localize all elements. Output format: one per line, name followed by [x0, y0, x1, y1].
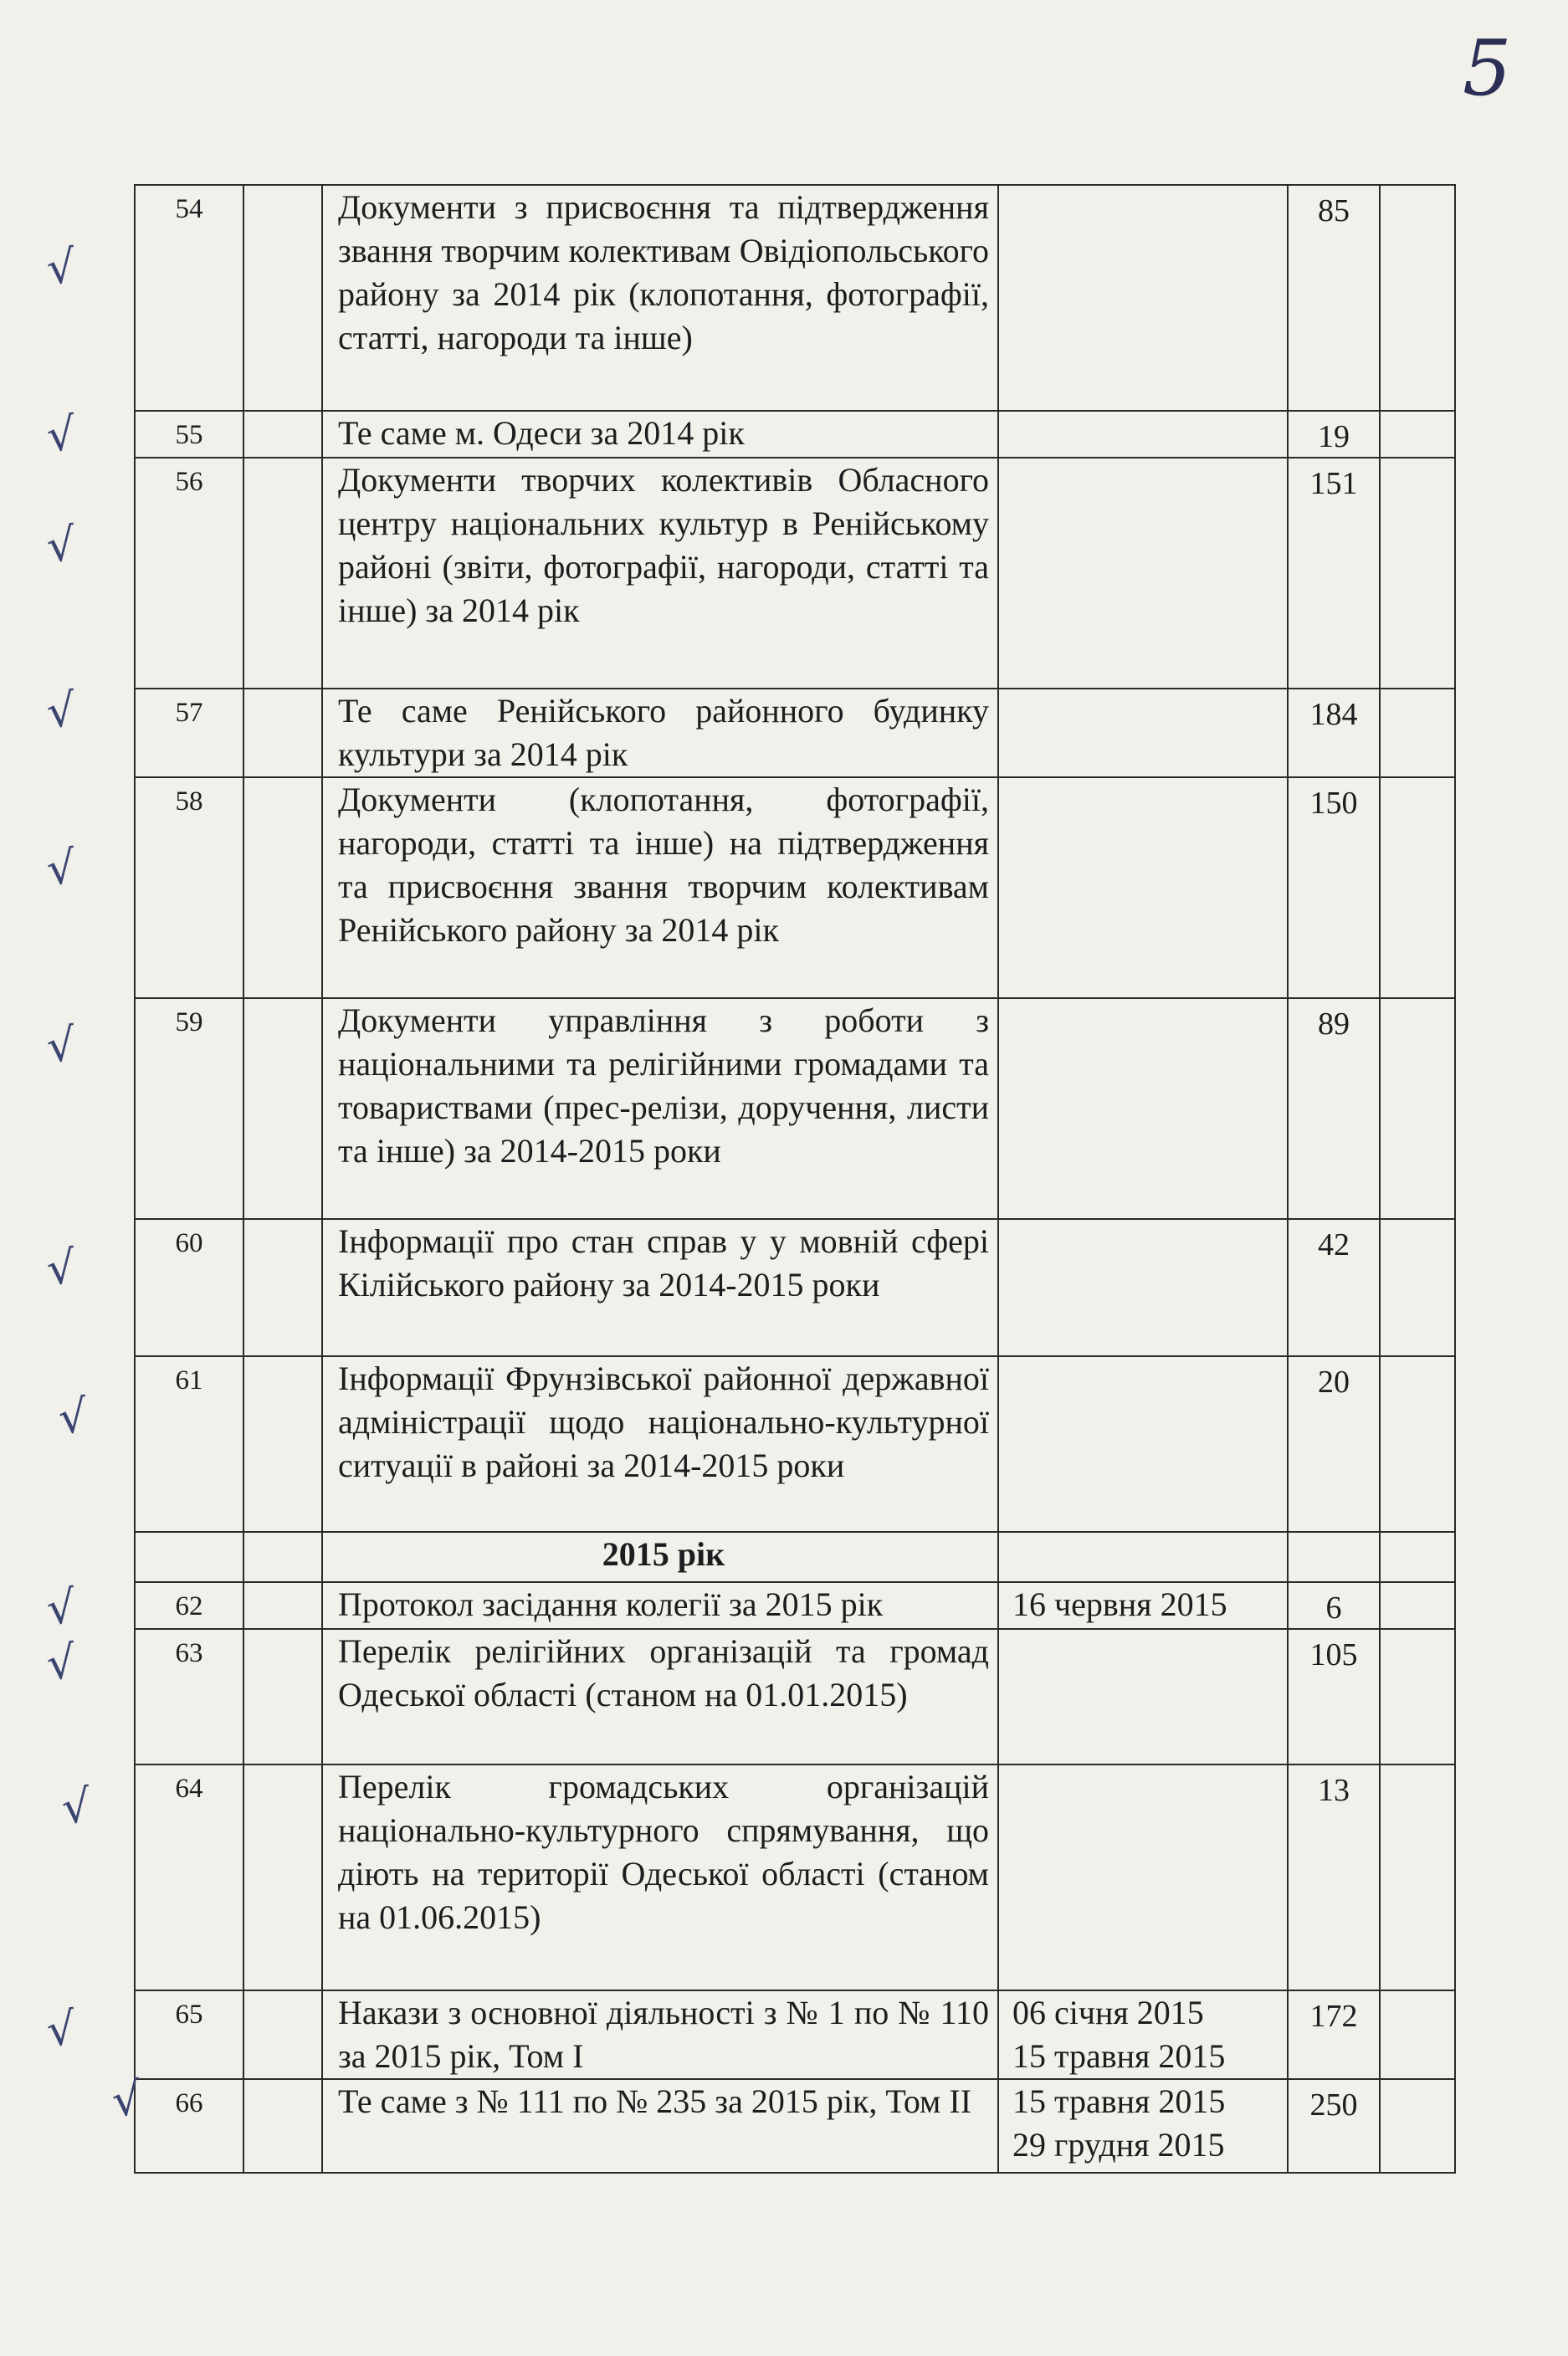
check-mark: √	[44, 2001, 79, 2057]
year-section-row	[135, 1532, 1455, 1582]
blank-cell	[1380, 1356, 1455, 1532]
case-dates	[998, 458, 1288, 689]
date-from: 06 січня 2015	[1012, 1994, 1204, 2031]
table-row	[135, 689, 1455, 777]
blank-cell	[1380, 1532, 1455, 1582]
table-row	[135, 458, 1455, 689]
case-number: 61	[135, 1356, 243, 1532]
blank-cell	[1380, 458, 1455, 689]
case-number: 64	[135, 1764, 243, 1990]
check-mark: √	[44, 1635, 79, 1691]
blank-cell	[1380, 1629, 1455, 1764]
case-dates	[998, 2079, 1288, 2173]
year-heading: 2015 рік	[322, 1532, 998, 1582]
check-mark: √	[44, 239, 79, 295]
blank-cell	[243, 998, 322, 1219]
sheet-count: 13	[1288, 1764, 1380, 1990]
check-mark: √	[109, 2072, 144, 2128]
blank-cell	[243, 1532, 322, 1582]
blank-cell	[1380, 1582, 1455, 1629]
table-row	[135, 1764, 1455, 1990]
blank-cell	[243, 777, 322, 998]
sheet-count: 150	[1288, 777, 1380, 998]
case-number: 65	[135, 1990, 243, 2079]
check-mark: √	[44, 683, 79, 739]
table-row	[135, 1629, 1455, 1764]
case-title: Накази з основної діяльності з № 1 по № 110 за 2015 рік, Том І	[322, 1990, 998, 2079]
case-title: Те саме Ренійського районного будинку культури за 2014 рік	[322, 689, 998, 777]
case-dates	[998, 777, 1288, 998]
case-number: 66	[135, 2079, 243, 2173]
check-mark: √	[44, 840, 79, 896]
blank-cell	[1380, 185, 1455, 411]
check-mark: √	[59, 1779, 94, 1835]
case-title: Те саме з № 111 по № 235 за 2015 рік, Том ІІ	[322, 2079, 998, 2173]
case-inventory-table	[134, 184, 1456, 2174]
case-dates	[998, 1356, 1288, 1532]
sheet-count: 42	[1288, 1219, 1380, 1356]
case-dates	[998, 998, 1288, 1219]
case-title: Документи творчих колективів Обласного центру національних культур в Ренійському районі (звіти, фотографії, нагороди, статті та інше) за 2014 рік	[322, 458, 998, 689]
sheet-count: 250	[1288, 2079, 1380, 2173]
blank-cell	[1380, 1219, 1455, 1356]
sheet-count: 184	[1288, 689, 1380, 777]
check-mark: √	[55, 1389, 90, 1445]
blank-cell	[1380, 411, 1455, 458]
case-title: Те саме м. Одеси за 2014 рік	[322, 411, 998, 458]
check-mark: √	[44, 1240, 79, 1296]
sheet-count: 89	[1288, 998, 1380, 1219]
blank-cell	[243, 185, 322, 411]
blank-cell	[1380, 689, 1455, 777]
table-row	[135, 998, 1455, 1219]
check-mark: √	[44, 517, 79, 573]
case-title: Перелік громадських організацій національно-культурного спрямування, що діють на території Одеської області (станом на 01.06.2015)	[322, 1764, 998, 1990]
blank-cell	[1380, 777, 1455, 998]
blank-cell	[135, 1532, 243, 1582]
blank-cell	[243, 1990, 322, 2079]
case-number: 54	[135, 185, 243, 411]
case-number: 59	[135, 998, 243, 1219]
case-dates	[998, 689, 1288, 777]
blank-cell	[1288, 1532, 1380, 1582]
case-number: 56	[135, 458, 243, 689]
check-mark: √	[44, 1017, 79, 1073]
blank-cell	[243, 1764, 322, 1990]
case-dates	[998, 411, 1288, 458]
sheet-count: 19	[1288, 411, 1380, 458]
case-dates	[998, 1990, 1288, 2079]
sheet-count: 105	[1288, 1629, 1380, 1764]
check-mark: √	[44, 1580, 79, 1636]
case-dates	[998, 1629, 1288, 1764]
blank-cell	[243, 1356, 322, 1532]
blank-cell	[243, 411, 322, 458]
case-title: Документи (клопотання, фотографії, нагороди, статті та інше) на підтвердження та присвоєння звання творчим колективам Ренійського району за 2014 рік	[322, 777, 998, 998]
date-from: 16 червня 2015	[1012, 1585, 1227, 1623]
case-number: 62	[135, 1582, 243, 1629]
sheet-count: 6	[1288, 1582, 1380, 1629]
sheet-count: 172	[1288, 1990, 1380, 2079]
sheet-count: 20	[1288, 1356, 1380, 1532]
date-to: 15 травня 2015	[1012, 2037, 1226, 2075]
blank-cell	[1380, 1990, 1455, 2079]
case-title: Інформації про стан справ у у мовній сфері Кілійського району за 2014-2015 роки	[322, 1219, 998, 1356]
blank-cell	[998, 1532, 1288, 1582]
blank-cell	[243, 1219, 322, 1356]
case-number: 58	[135, 777, 243, 998]
date-from: 15 травня 2015	[1012, 2082, 1226, 2120]
table-row	[135, 1219, 1455, 1356]
case-dates	[998, 185, 1288, 411]
case-title: Перелік релігійних організацій та громад Одеської області (станом на 01.01.2015)	[322, 1629, 998, 1764]
blank-cell	[243, 689, 322, 777]
table-row	[135, 411, 1455, 458]
blank-cell	[1380, 998, 1455, 1219]
blank-cell	[1380, 1764, 1455, 1990]
sheet-count: 151	[1288, 458, 1380, 689]
case-title: Протокол засідання колегії за 2015 рік	[322, 1582, 998, 1629]
table-row	[135, 1582, 1455, 1629]
table-row	[135, 1356, 1455, 1532]
blank-cell	[243, 2079, 322, 2173]
date-to: 29 грудня 2015	[1012, 2126, 1225, 2164]
case-number: 63	[135, 1629, 243, 1764]
case-title: Документи з присвоєння та підтвердження звання творчим колективам Овідіопольського району за 2014 рік (клопотання, фотографії, статті, нагороди та інше)	[322, 185, 998, 411]
case-dates	[998, 1764, 1288, 1990]
sheet-count: 85	[1288, 185, 1380, 411]
table-row	[135, 777, 1455, 998]
blank-cell	[243, 1629, 322, 1764]
case-dates	[998, 1219, 1288, 1356]
case-title: Інформації Фрунзівської районної державної адміністрації щодо національно-культурної ситуації в районі за 2014-2015 роки	[322, 1356, 998, 1532]
blank-cell	[1380, 2079, 1455, 2173]
case-dates	[998, 1582, 1288, 1629]
table-row	[135, 185, 1455, 411]
case-number: 55	[135, 411, 243, 458]
case-title: Документи управління з роботи з національними та релігійними громадами та товариствами (прес-релізи, доручення, листи та інше) за 2014-2015 роки	[322, 998, 998, 1219]
page-number: 5	[1463, 23, 1512, 113]
case-number: 57	[135, 689, 243, 777]
table-row	[135, 1990, 1455, 2079]
blank-cell	[243, 1582, 322, 1629]
case-number: 60	[135, 1219, 243, 1356]
check-mark: √	[44, 407, 79, 463]
table-row	[135, 2079, 1455, 2173]
blank-cell	[243, 458, 322, 689]
